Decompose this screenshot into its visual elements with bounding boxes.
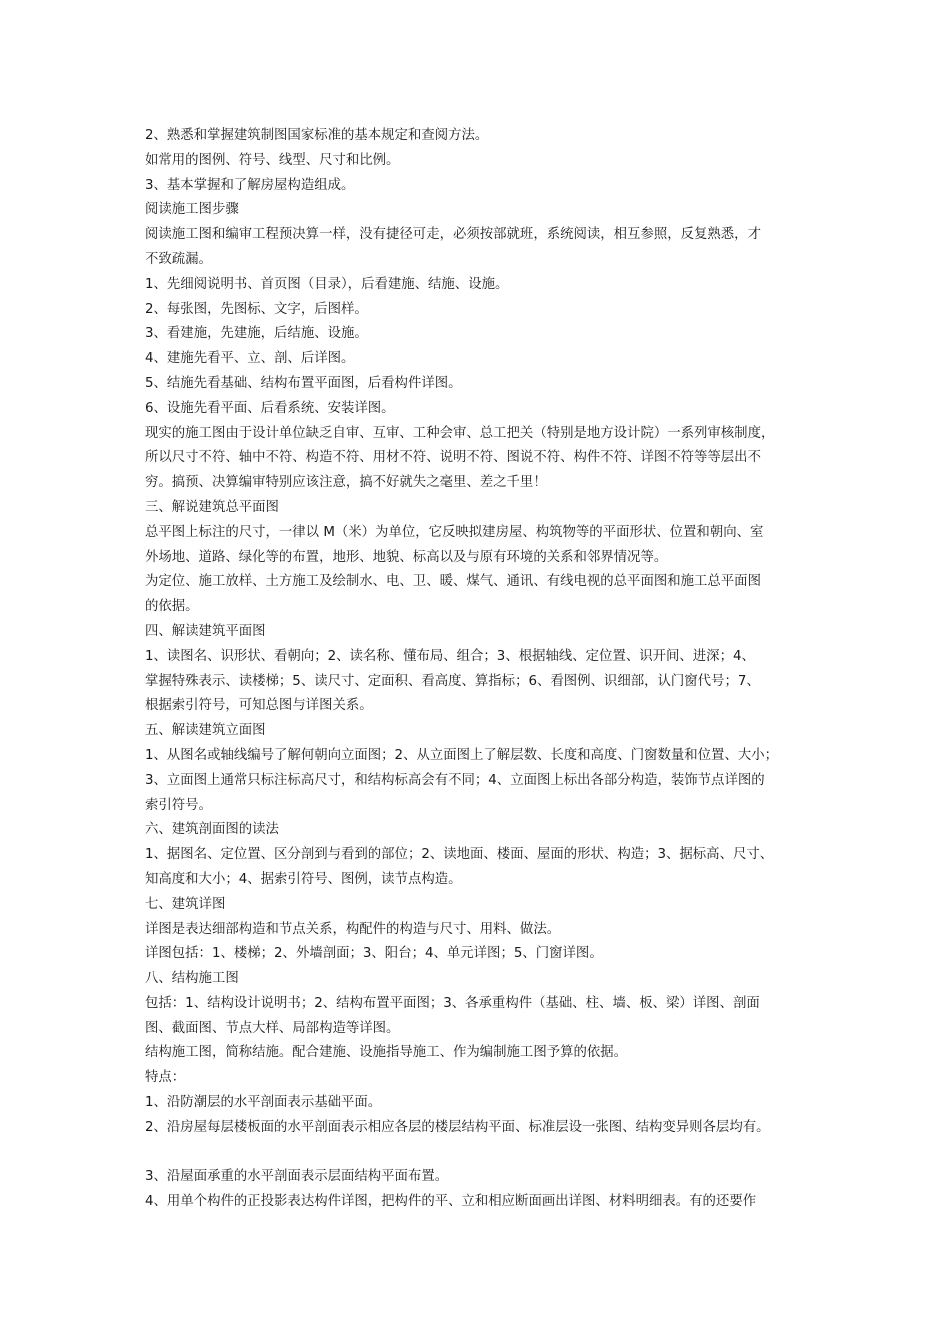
text-line: 知高度和大小；4、据索引符号、图例，读节点构造。 (145, 871, 462, 887)
text-line: 所以尺寸不符、轴中不符、构造不符、用材不符、说明不符、图说不符、构件不符、详图不符等等层出不 (145, 450, 761, 466)
section-heading: 六、建筑剖面图的读法 (145, 822, 279, 838)
text-line: 如常用的图例、符号、线型、尺寸和比例。 (145, 152, 400, 168)
section-heading: 三、解说建筑总平面图 (145, 499, 279, 515)
section-heading: 七、建筑详图 (145, 896, 226, 912)
text-line: 3、立面图上通常只标注标高尺寸，和结构标高会有不同；4、立面图上标出各部分构造，装饰节点详图的 (145, 772, 765, 788)
text-line: 6、设施先看平面、后看系统、安装详图。 (145, 400, 395, 416)
section-heading: 八、结构施工图 (145, 971, 239, 987)
text-line: 详图是表达细部构造和节点关系，构配件的构造与尺寸、用料、做法。 (145, 921, 561, 937)
text-line: 4、用单个构件的正投影表达构件详图，把构件的平、立和相应断面画出详图、材料明细表。有的还要作 (145, 1194, 757, 1210)
text-line: 掌握特殊表示、读楼梯；5、读尺寸、定面积、看高度、算指标；6、看图例、识细部，认门窗代号；7、 (145, 673, 760, 689)
text-line: 现实的施工图由于设计单位缺乏自审、互审、工种会审、总工把关（特别是地方设计院）一系列审核制度， (145, 425, 775, 441)
text-line: 总平图上标注的尺寸，一律以 M（米）为单位，它反映拟建房屋、构筑物等的平面形状、位置和朝向、室 (145, 524, 764, 540)
text-line: 详图包括：1、楼梯；2、外墙剖面；3、阳台；4、单元详图；5、门窗详图。 (145, 946, 603, 962)
text-line: 1、从图名或轴线编号了解何朝向立面图；2、从立面图上了解层数、长度和高度、门窗数量和位置、大小； (145, 747, 779, 763)
text-line: 4、建施先看平、立、剖、后详图。 (145, 351, 355, 367)
text-line: 外场地、道路、绿化等的布置，地形、地貌、标高以及与原有环境的关系和邻界情况等。 (145, 549, 668, 565)
text-line: 阅读施工图和编审工程预决算一样，没有捷径可走，必须按部就班，系统阅读，相互参照，反复熟悉，才 (145, 227, 761, 243)
text-line: 包括：1、结构设计说明书；2、结构布置平面图；3、各承重构件（基础、柱、墙、板、梁）详图、剖面 (145, 995, 760, 1011)
text-line: 2、每张图，先图标、文字，后图样。 (145, 301, 368, 317)
text-line: 1、读图名、识形状、看朝向；2、读名称、懂布局、组合；3、根据轴线、定位置、识开间、进深；4、 (145, 648, 755, 664)
blank-line (145, 1141, 825, 1166)
text-line: 1、先细阅说明书、首页图（目录），后看建施、结施、设施。 (145, 276, 509, 292)
text-line: 1、沿防潮层的水平剖面表示基础平面。 (145, 1095, 382, 1111)
text-line: 的依据。 (145, 599, 199, 615)
text-line: 2、熟悉和掌握建筑制图国家标准的基本规定和查阅方法。 (145, 128, 489, 143)
text-line: 不致疏漏。 (145, 251, 212, 267)
text-line: 3、沿屋面承重的水平剖面表示层面结构平面布置。 (145, 1169, 449, 1185)
text-line: 特点： (145, 1070, 186, 1086)
text-line: 5、结施先看基础、结构布置平面图，后看构件详图。 (145, 375, 462, 391)
document-body (145, 124, 825, 1215)
text-line: 2、沿房屋每层楼板面的水平剖面表示相应各层的楼层结构平面、标准层设一张图、结构变异则各层均有。 (145, 1119, 770, 1135)
section-heading: 阅读施工图步骤 (145, 202, 239, 218)
text-line: 3、看建施，先建施，后结施、设施。 (145, 326, 368, 342)
text-line: 穷。搞预、决算编审特别应该注意，搞不好就失之毫里、差之千里！ (145, 475, 547, 491)
text-line: 根据索引符号，可知总图与详图关系。 (145, 698, 373, 714)
text-line: 为定位、施工放样、土方施工及绘制水、电、卫、暖、煤气、通讯、有线电视的总平面图和施工总平面图 (145, 574, 761, 590)
text-line: 1、据图名、定位置、区分剖到与看到的部位；2、读地面、楼面、屋面的形状、构造；3、据标高、尺寸、 (145, 847, 774, 863)
text-line: 图、截面图、节点大样、局部构造等详图。 (145, 1020, 400, 1036)
section-heading: 五、解读建筑立面图 (145, 723, 266, 739)
text-line: 结构施工图，简称结施。配合建施、设施指导施工、作为编制施工图予算的依据。 (145, 1045, 628, 1061)
text-line: 3、基本掌握和了解房屋构造组成。 (145, 177, 355, 193)
text-line: 索引符号。 (145, 797, 212, 813)
section-heading: 四、解读建筑平面图 (145, 623, 266, 639)
